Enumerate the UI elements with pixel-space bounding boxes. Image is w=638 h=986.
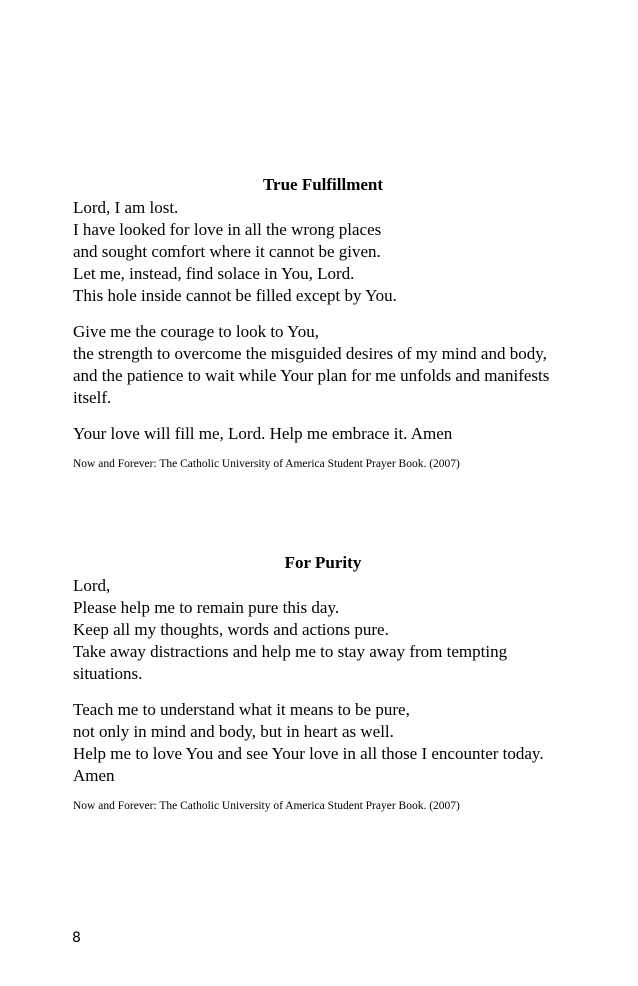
verse-line: Let me, instead, find solace in You, Lord.	[73, 264, 355, 283]
verse-line: Help me to love You and see Your love in all those I encounter today.	[73, 744, 544, 763]
verse-line: and sought comfort where it cannot be given.	[73, 242, 381, 261]
verse-line: Please help me to remain pure this day.	[73, 598, 340, 617]
prayer-title: For Purity	[284, 553, 362, 572]
verse-line: Your love will fill me, Lord. Help me embrace it. Amen	[73, 424, 453, 443]
verse-line: I have looked for love in all the wrong places	[73, 220, 382, 239]
verse-line: situations.	[73, 664, 143, 683]
verse-line: Keep all my thoughts, words and actions pure.	[73, 620, 389, 639]
verse-line: Teach me to understand what it means to be pure,	[73, 700, 410, 719]
verse-line: the strength to overcome the misguided desires of my mind and body,	[73, 344, 547, 363]
prayer-true-fulfillment	[73, 174, 573, 471]
verse-line: Amen	[73, 766, 115, 785]
stanza	[73, 321, 573, 409]
prayer-for-purity	[73, 552, 573, 813]
prayer-title: True Fulfillment	[262, 175, 384, 194]
stanza	[73, 699, 573, 787]
verse-line: Lord,	[73, 576, 111, 595]
verse-line: Lord, I am lost.	[73, 198, 179, 217]
verse-line: itself.	[73, 388, 112, 407]
page-number: 8	[72, 930, 81, 946]
source-citation: Now and Forever: The Catholic University of America Student Prayer Book. (2007)	[73, 458, 460, 470]
stanza	[73, 575, 573, 685]
verse-line: and the patience to wait while Your plan for me unfolds and manifests	[73, 366, 550, 385]
verse-line: This hole inside cannot be filled except by You.	[73, 286, 397, 305]
source-citation: Now and Forever: The Catholic University of America Student Prayer Book. (2007)	[73, 800, 460, 812]
verse-line: not only in mind and body, but in heart as well.	[73, 722, 394, 741]
stanza	[73, 197, 573, 307]
stanza	[73, 423, 573, 445]
verse-line: Give me the courage to look to You,	[73, 322, 319, 341]
verse-line: Take away distractions and help me to stay away from tempting	[73, 642, 508, 661]
